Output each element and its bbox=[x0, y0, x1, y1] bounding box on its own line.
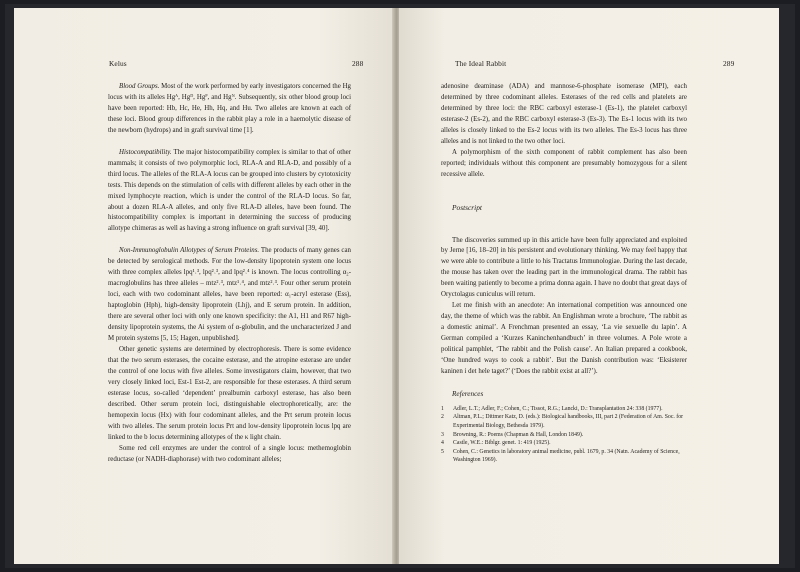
postscript-heading: Postscript bbox=[452, 202, 482, 212]
reference-item bbox=[441, 413, 687, 430]
paragraph-ada: adenosine deaminase (ADA) and mannose-6-phosphate isomerase (MPI), each determined by three codominant alleles. Esterases of the red cells and platelets are determined by three loci: the RBC carboxyl esterase-1 (Es-1), the platelet carboxyl esterase-2 (Es-2), and the RBC carboxyl esterase-3 (Es-3). The Es-1 locus with its two alleles is closely linked to the Es-2 locus with its two alleles. The Es-3 locus has three alleles and is not linked to the two other loci. bbox=[441, 83, 687, 145]
paragraph-discoveries: The discoveries summed up in this article have been fully appreciated and exploited by Jerne [16, 18–20] in his persistent and evolutionary thinking. We may feel happy that we were able to contribute a little to his Tractatus Immunologiae. During the last decade, the mouse has taken over the leading part in the immunological drama. The rabbit has been waiting patiently to become a prima donna again. I have no doubt that great days of Oryctolagus cuniculus will return. bbox=[441, 236, 687, 299]
paragraph-polymorphism: A polymorphism of the sixth component of rabbit complement has also been reported; individuals without this component are presumably homozygous for a silent recessive allele. bbox=[441, 148, 687, 178]
reference-number: 4 bbox=[441, 440, 444, 447]
reference-item bbox=[441, 439, 687, 448]
paragraph-text: Most of the work performed by early investigators concerned the Hg locus with its alleles Hgᴬ, Hgᴰ, Hgᴾ, and Hgᴺ. Subsequently, six other blood group loci have been reported: Hb, Hc, He, Hh, Hq, and Hu. Two alleles are known at each of these loci. Blood group differences in the rabbit play a role in a haemolytic disease of the newborn (hydrops) and in graft survival time [1]. bbox=[108, 83, 351, 134]
paragraph-blood-groups bbox=[108, 82, 351, 137]
heading-histocompatibility: Histocompatibility. bbox=[119, 148, 172, 156]
reference-item bbox=[441, 448, 687, 465]
references-heading: References bbox=[452, 389, 484, 398]
reference-text: Altman, P.L.; Dittmer Katz, D. (eds.): Biological handbooks, III, part 2 (Federation of Am. Soc. for Experimental Biology, Bethesda 1979). bbox=[453, 414, 684, 430]
paragraph-text: The major histocompatibility complex is similar to that of other mammals; it consists of two polymorphic loci, RLA-A and RLA-D, and possibly of a third locus. The alleles of the RLA-A locus can be grouped into clusters by cytotoxicity tests. This depends on the stimulation of cells with different alleles by each other in the mixed lymphocyte reaction, which is under the control of the RLA-D locus. So far, about a dozen RLA-A alleles, and only five RLA-D alleles, have been found. The histocompatibility complex is important in determining the success of producing allotype chimeras as well as having a strong influence on graft survival [39, 40]. bbox=[108, 148, 351, 233]
paragraph-red-cell-enzymes: Some red cell enzymes are under the control of a single locus: methemoglobin reductase (or NADH-diaphorase) with two codominant alleles; bbox=[108, 444, 351, 463]
right-page-number: 289 bbox=[723, 59, 735, 68]
paragraph-anecdote: Let me finish with an anecdote: An international competition was announced one day, the theme of which was the rabbit. An Englishman wrote a brochure, ‘The rabbit as a domestic animal’. A Frenchman presented an essay, ‘La vie sexuelle du lapin’. A German compiled a ‘Kurzes Kaninchenhandbuch’ in three volumes. A Pole wrote a political pamphlet, ‘The rabbit and the Polish cause’. An Italian prepared a cookbook, ‘One hundred ways to cook a rabbit’. But the Danish contribution was: ‘Eksisterer kaninen i det hele taget?’ (‘Does the rabbit exist at all?’). bbox=[441, 302, 687, 375]
reference-item bbox=[441, 405, 687, 414]
reference-number: 5 bbox=[441, 448, 444, 455]
paragraph-non-immunoglobulin bbox=[108, 246, 351, 345]
reference-number: 3 bbox=[441, 431, 444, 438]
right-text-column bbox=[441, 82, 687, 465]
right-page bbox=[399, 8, 779, 564]
left-page-number: 288 bbox=[352, 59, 364, 68]
left-running-head: Kelus bbox=[109, 59, 127, 68]
heading-non-immunoglobulin: Non-Immunoglobulin Allotypes of Serum Proteins. bbox=[119, 247, 260, 255]
reference-text: Castle, W.E.: Biblgr. genet. 1: 419 (1925). bbox=[453, 440, 551, 447]
paragraph-electrophoresis: Other genetic systems are determined by electrophoresis. There is some evidence that the two serum esterases, the cocaine esterase, and the atropine esterase are under the control of one locus with five alleles. Some investigators claim, however, that two very closely linked loci, Est-1 Est-2, are responsible for these esterases. A third serum esterase locus, so-called ‘dependent’ prealbumin carboxyl esterase, has also been described. Other serum protein loci, distinguishable electrophoretically, are: the hemopexin locus (Hx) with four codominant alleles, and the Prt serum protein locus with two alleles. The serum protein locus Prt and low-density lipoprotein locus lpq are linked to the b locus determining allotypes of the κ light chain. bbox=[108, 345, 351, 441]
reference-item bbox=[441, 431, 687, 440]
reference-list bbox=[441, 405, 687, 465]
left-page bbox=[14, 8, 394, 564]
reference-text: Adler, L.T.; Adler, F.; Cohen, C.; Tissot, R.G.; Lancki, D.: Transplantation 24: 338 (1977). bbox=[453, 405, 663, 412]
reference-text: Cohen, C.: Genetics in laboratory animal medicine, publ. 1679, p. 34 (Natn. Academy of Science, Washington 1969). bbox=[453, 448, 680, 464]
reference-text: Browning, R.: Poems (Chapman & Hall, London 1849). bbox=[453, 431, 584, 438]
reference-number: 2 bbox=[441, 414, 444, 421]
paragraph-text: The products of many genes can be detected by serological methods. For the low-density lipoprotein system one locus with three complex alleles lpq¹˒³, lpq²˒³, and lpq²˒⁴ is known. The locus controlling α₂-macroglobulins has three alleles – mtz²˒³, mtz¹˒⁴, and mtz²˒³. Four other serum protein loci, each with two codominant alleles, have been reported: α₁-acryl esterase (Ess), haptoglobin (Hph), high-density lipoprotein (Lhj), and E serum protein. In addition, there are several other loci with only one known specificity: the A1, H1 and R67 high-density lipoprotein systems, the Ai system of α-globulin, and the uncharacterized J and M protein systems [5, 15; Hagen, unpublished]. bbox=[108, 247, 351, 343]
heading-blood-groups: Blood Groups. bbox=[119, 83, 160, 90]
left-text-column bbox=[108, 82, 351, 465]
paragraph-histocompatibility bbox=[108, 148, 351, 236]
right-running-head: The Ideal Rabbit bbox=[455, 59, 507, 68]
reference-number: 1 bbox=[441, 405, 444, 412]
